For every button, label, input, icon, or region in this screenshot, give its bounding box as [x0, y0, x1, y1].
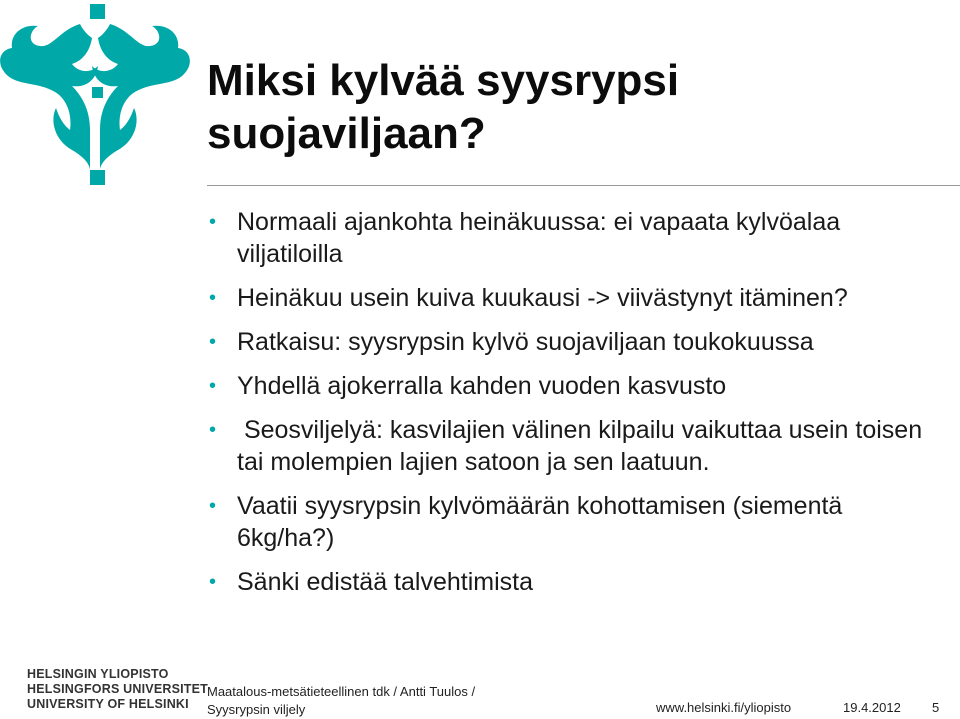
bullet-text: Sänki edistää talvehtimista	[237, 568, 533, 596]
slide-title-line2: suojaviljaan?	[207, 109, 486, 158]
slide-title-line1: Miksi kylvää syysrypsi	[207, 56, 680, 105]
title-divider	[207, 185, 960, 186]
bullet-dot-icon: •	[209, 375, 217, 397]
bullet-text: Ratkaisu: syysrypsin kylvö suojaviljaan toukokuussa	[237, 328, 814, 356]
bullet-item	[207, 414, 942, 478]
footer-url: www.helsinki.fi/yliopisto	[656, 700, 792, 715]
bullet-text: Vaatii syysrypsin kylvömäärän kohottamisen (siementä 6kg/ha?)	[237, 492, 843, 552]
bullet-text: Normaali ajankohta heinäkuussa: ei vapaata kylvöalaa viljatiloilla	[237, 208, 841, 268]
bullet-dot-icon: •	[209, 287, 217, 309]
bullet-dot-icon: •	[209, 419, 217, 441]
bullet-item	[207, 566, 942, 598]
university-flame-logo-icon	[0, 0, 200, 190]
footer-department-line1: Maatalous-metsätieteellinen tdk / Antti Tuulos /	[207, 684, 476, 699]
university-name-fi: HELSINGIN YLIOPISTO	[27, 667, 169, 681]
bullet-item	[207, 490, 942, 554]
slide-title	[207, 54, 927, 160]
university-wordmark	[27, 667, 208, 712]
university-name-sv: HELSINGFORS UNIVERSITET	[27, 682, 209, 696]
bullet-dot-icon: •	[209, 331, 217, 353]
footer-department-line2: Syysrypsin viljely	[207, 702, 306, 717]
footer-department	[207, 683, 475, 719]
bullet-list	[207, 206, 942, 610]
bullet-text: Seosviljelyä: kasvilajien välinen kilpailu vaikuttaa usein toisen tai molempien lajien satoon ja sen laatuun.	[237, 416, 930, 476]
bullet-item	[207, 282, 942, 314]
university-name-en: UNIVERSITY OF HELSINKI	[27, 697, 189, 711]
bullet-text: Heinäkuu usein kuiva kuukausi -> viivästynyt itäminen?	[237, 284, 848, 312]
bullet-item	[207, 326, 942, 358]
page-number: 5	[932, 700, 940, 715]
bullet-item	[207, 370, 942, 402]
bullet-dot-icon: •	[209, 495, 217, 517]
footer-date: 19.4.2012	[843, 700, 901, 715]
bullet-text: Yhdellä ajokerralla kahden vuoden kasvusto	[237, 372, 727, 400]
bullet-dot-icon: •	[209, 211, 217, 233]
bullet-item	[207, 206, 942, 270]
bullet-dot-icon: •	[209, 571, 217, 593]
